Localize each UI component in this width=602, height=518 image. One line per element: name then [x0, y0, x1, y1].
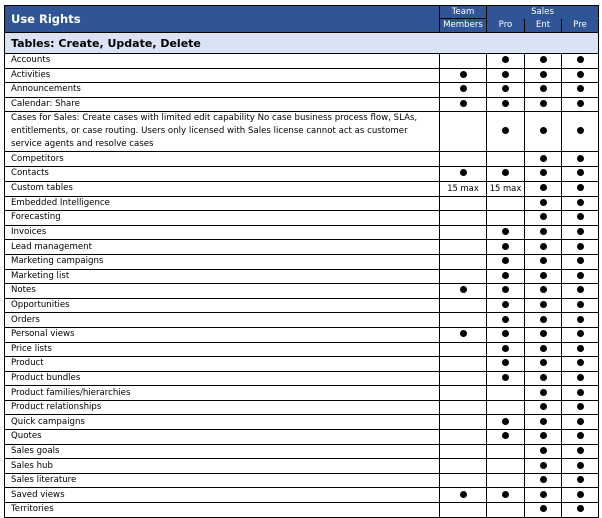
cell-team-members [440, 415, 487, 430]
cell-team-members [440, 503, 487, 518]
cell-ent [525, 444, 562, 459]
bullet-dot-icon [577, 359, 584, 366]
cell-pre [562, 298, 599, 313]
plan-header-ent: Ent [525, 19, 562, 33]
bullet-dot-icon [577, 286, 584, 293]
cell-pro [487, 284, 525, 299]
cell-ent [525, 459, 562, 474]
plan-header-pro: Pro [487, 19, 525, 33]
cell-ent [525, 97, 562, 112]
bullet-dot-icon [540, 462, 547, 469]
cell-pro [487, 225, 525, 240]
table-row [5, 488, 599, 503]
bullet-dot-icon [577, 213, 584, 220]
bullet-dot-icon [460, 85, 467, 92]
cell-pro [487, 313, 525, 328]
row-label: Calendar: Share [5, 97, 440, 112]
row-label: Marketing campaigns [5, 254, 440, 269]
bullet-dot-icon [577, 432, 584, 439]
row-label: Contacts [5, 166, 440, 181]
cell-ent [525, 313, 562, 328]
table-row [5, 430, 599, 445]
cell-pro [487, 254, 525, 269]
table-row [5, 269, 599, 284]
cell-pro [487, 269, 525, 284]
cell-pre [562, 269, 599, 284]
cell-ent [525, 166, 562, 181]
row-label: Territories [5, 503, 440, 518]
bullet-dot-icon [502, 491, 509, 498]
bullet-dot-icon [577, 476, 584, 483]
cell-team-members [440, 357, 487, 372]
row-label: Cases for Sales: Create cases with limited edit capability No case business process flow, SLAs, entitlements, or case routing. Users only licensed with Sales license cannot act as customer service agents and resolve cases [5, 112, 440, 152]
bullet-dot-icon [577, 462, 584, 469]
bullet-dot-icon [502, 432, 509, 439]
bullet-dot-icon [577, 505, 584, 512]
cell-pro [487, 444, 525, 459]
cell-team-members [440, 97, 487, 112]
bullet-dot-icon [577, 184, 584, 191]
cell-pre [562, 83, 599, 98]
use-rights-table [4, 5, 599, 518]
bullet-dot-icon [577, 447, 584, 454]
cell-pro [487, 342, 525, 357]
bullet-dot-icon [502, 359, 509, 366]
bullet-dot-icon [502, 100, 509, 107]
bullet-dot-icon [577, 316, 584, 323]
cell-pre [562, 225, 599, 240]
table-row [5, 342, 599, 357]
table-row [5, 254, 599, 269]
table-row [5, 240, 599, 255]
row-label: Accounts [5, 54, 440, 69]
table-row [5, 371, 599, 386]
bullet-dot-icon [502, 330, 509, 337]
bullet-dot-icon [577, 301, 584, 308]
bullet-dot-icon [460, 286, 467, 293]
section-title: Tables: Create, Update, Delete [5, 33, 599, 54]
bullet-dot-icon [577, 330, 584, 337]
cell-pro [487, 83, 525, 98]
bullet-dot-icon [540, 184, 547, 191]
bullet-dot-icon [502, 272, 509, 279]
cell-pre [562, 211, 599, 226]
cell-team-members [440, 298, 487, 313]
cell-pro [487, 327, 525, 342]
bullet-dot-icon [502, 169, 509, 176]
bullet-dot-icon [577, 228, 584, 235]
bullet-dot-icon [460, 71, 467, 78]
cell-pre [562, 240, 599, 255]
cell-team-members [440, 459, 487, 474]
cell-ent [525, 196, 562, 211]
table-row [5, 83, 599, 98]
bullet-dot-icon [540, 403, 547, 410]
row-label: Sales literature [5, 473, 440, 488]
row-label: Announcements [5, 83, 440, 98]
cell-ent [525, 181, 562, 196]
cell-pro [487, 298, 525, 313]
cell-pro [487, 240, 525, 255]
cell-team-members [440, 327, 487, 342]
bullet-dot-icon [577, 243, 584, 250]
cell-team-members [440, 68, 487, 83]
bullet-dot-icon [577, 345, 584, 352]
cell-pre [562, 152, 599, 167]
cell-team-members [440, 196, 487, 211]
use-rights-table-container [4, 5, 599, 518]
bullet-dot-icon [540, 476, 547, 483]
cell-pro [487, 152, 525, 167]
cell-pro [487, 430, 525, 445]
bullet-dot-icon [577, 56, 584, 63]
row-label: Sales goals [5, 444, 440, 459]
bullet-dot-icon [540, 272, 547, 279]
cell-pre [562, 284, 599, 299]
bullet-dot-icon [502, 243, 509, 250]
team-members-header-line1: Team [440, 6, 487, 19]
cell-ent [525, 112, 562, 152]
cell-team-members [440, 254, 487, 269]
cell-pre [562, 400, 599, 415]
bullet-dot-icon [540, 213, 547, 220]
cell-team-members [440, 444, 487, 459]
cell-pre [562, 166, 599, 181]
cell-pre [562, 68, 599, 83]
cell-pre [562, 313, 599, 328]
cell-pro [487, 357, 525, 372]
table-row [5, 327, 599, 342]
table-row [5, 97, 599, 112]
cell-team-members [440, 166, 487, 181]
cell-ent [525, 211, 562, 226]
cell-pro [487, 181, 525, 196]
cell-ent [525, 298, 562, 313]
bullet-dot-icon [502, 374, 509, 381]
row-label: Opportunities [5, 298, 440, 313]
cell-team-members [440, 473, 487, 488]
cell-team-members [440, 240, 487, 255]
table-body [5, 33, 599, 518]
bullet-dot-icon [540, 491, 547, 498]
table-row [5, 166, 599, 181]
cell-pro [487, 415, 525, 430]
cell-pro [487, 211, 525, 226]
cell-ent [525, 68, 562, 83]
bullet-dot-icon [577, 389, 584, 396]
bullet-dot-icon [540, 155, 547, 162]
bullet-dot-icon [577, 418, 584, 425]
bullet-dot-icon [577, 491, 584, 498]
bullet-dot-icon [502, 127, 509, 134]
table-row [5, 54, 599, 69]
plan-header-pre: Pre [562, 19, 599, 33]
cell-ent [525, 269, 562, 284]
bullet-dot-icon [460, 100, 467, 107]
cell-team-members [440, 225, 487, 240]
bullet-dot-icon [540, 169, 547, 176]
cell-pre [562, 430, 599, 445]
bullet-dot-icon [540, 389, 547, 396]
row-label: Product families/hierarchies [5, 386, 440, 401]
bullet-dot-icon [460, 169, 467, 176]
table-row [5, 313, 599, 328]
bullet-dot-icon [577, 127, 584, 134]
cell-team-members [440, 488, 487, 503]
cell-ent [525, 503, 562, 518]
cell-pre [562, 503, 599, 518]
bullet-dot-icon [502, 301, 509, 308]
table-row [5, 284, 599, 299]
cell-pre [562, 196, 599, 211]
bullet-dot-icon [540, 199, 547, 206]
table-row [5, 211, 599, 226]
row-label: Sales hub [5, 459, 440, 474]
bullet-dot-icon [540, 286, 547, 293]
bullet-dot-icon [540, 359, 547, 366]
table-row [5, 386, 599, 401]
cell-pre [562, 444, 599, 459]
cell-ent [525, 83, 562, 98]
cell-pro [487, 503, 525, 518]
table-title: Use Rights [5, 6, 440, 33]
cell-pre [562, 488, 599, 503]
sales-group-header: Sales [487, 6, 599, 19]
bullet-dot-icon [577, 257, 584, 264]
cell-ent [525, 400, 562, 415]
table-row [5, 196, 599, 211]
cell-pre [562, 415, 599, 430]
bullet-dot-icon [540, 374, 547, 381]
row-label: Marketing list [5, 269, 440, 284]
row-label: Product [5, 357, 440, 372]
section-row [5, 33, 599, 54]
cell-ent [525, 357, 562, 372]
bullet-dot-icon [540, 127, 547, 134]
cell-pre [562, 371, 599, 386]
team-members-header-line2: Members [440, 19, 487, 33]
bullet-dot-icon [577, 100, 584, 107]
cell-team-members [440, 430, 487, 445]
cell-pre [562, 459, 599, 474]
bullet-dot-icon [577, 85, 584, 92]
cell-ent [525, 240, 562, 255]
bullet-dot-icon [540, 432, 547, 439]
bullet-dot-icon [540, 243, 547, 250]
bullet-dot-icon [577, 199, 584, 206]
cell-ent [525, 152, 562, 167]
cell-pro [487, 459, 525, 474]
cell-team-members [440, 211, 487, 226]
row-label: Quotes [5, 430, 440, 445]
table-row [5, 503, 599, 518]
cell-team-members [440, 313, 487, 328]
table-row [5, 68, 599, 83]
cell-team-members [440, 371, 487, 386]
table-row [5, 415, 599, 430]
cell-team-members [440, 400, 487, 415]
cell-pro [487, 112, 525, 152]
bullet-dot-icon [540, 228, 547, 235]
cell-value: 15 max [489, 182, 522, 193]
cell-pro [487, 371, 525, 386]
bullet-dot-icon [540, 257, 547, 264]
cell-team-members [440, 54, 487, 69]
bullet-dot-icon [502, 418, 509, 425]
row-label: Competitors [5, 152, 440, 167]
cell-pro [487, 97, 525, 112]
row-label: Price lists [5, 342, 440, 357]
bullet-dot-icon [460, 491, 467, 498]
cell-pro [487, 488, 525, 503]
table-row [5, 181, 599, 196]
cell-ent [525, 225, 562, 240]
bullet-dot-icon [540, 85, 547, 92]
bullet-dot-icon [540, 301, 547, 308]
bullet-dot-icon [577, 374, 584, 381]
bullet-dot-icon [540, 71, 547, 78]
cell-ent [525, 415, 562, 430]
cell-pro [487, 54, 525, 69]
cell-ent [525, 371, 562, 386]
cell-team-members [440, 284, 487, 299]
bullet-dot-icon [540, 418, 547, 425]
cell-team-members [440, 112, 487, 152]
bullet-dot-icon [540, 316, 547, 323]
cell-pre [562, 181, 599, 196]
cell-team-members [440, 269, 487, 284]
bullet-dot-icon [540, 100, 547, 107]
cell-pro [487, 473, 525, 488]
cell-ent [525, 488, 562, 503]
cell-value: 15 max [447, 182, 479, 193]
table-row [5, 298, 599, 313]
cell-pre [562, 54, 599, 69]
row-label: Activities [5, 68, 440, 83]
row-label: Invoices [5, 225, 440, 240]
bullet-dot-icon [502, 286, 509, 293]
row-label: Lead management [5, 240, 440, 255]
cell-ent [525, 386, 562, 401]
bullet-dot-icon [502, 85, 509, 92]
cell-team-members [440, 386, 487, 401]
cell-pre [562, 112, 599, 152]
cell-pre [562, 357, 599, 372]
bullet-dot-icon [502, 257, 509, 264]
cell-pre [562, 342, 599, 357]
cell-ent [525, 473, 562, 488]
table-row [5, 444, 599, 459]
bullet-dot-icon [577, 169, 584, 176]
bullet-dot-icon [540, 505, 547, 512]
cell-pre [562, 386, 599, 401]
table-row [5, 400, 599, 415]
cell-pro [487, 68, 525, 83]
cell-ent [525, 54, 562, 69]
row-label: Product relationships [5, 400, 440, 415]
table-row [5, 459, 599, 474]
cell-pre [562, 327, 599, 342]
table-row [5, 357, 599, 372]
bullet-dot-icon [502, 345, 509, 352]
bullet-dot-icon [502, 71, 509, 78]
bullet-dot-icon [577, 272, 584, 279]
bullet-dot-icon [460, 330, 467, 337]
bullet-dot-icon [540, 56, 547, 63]
row-label: Personal views [5, 327, 440, 342]
row-label: Embedded Intelligence [5, 196, 440, 211]
bullet-dot-icon [577, 155, 584, 162]
cell-team-members [440, 83, 487, 98]
cell-pre [562, 473, 599, 488]
table-row [5, 112, 599, 152]
bullet-dot-icon [502, 56, 509, 63]
row-label: Saved views [5, 488, 440, 503]
cell-ent [525, 342, 562, 357]
row-label: Custom tables [5, 181, 440, 196]
cell-team-members [440, 152, 487, 167]
cell-pro [487, 400, 525, 415]
bullet-dot-icon [502, 316, 509, 323]
table-row [5, 225, 599, 240]
bullet-dot-icon [540, 330, 547, 337]
cell-pre [562, 97, 599, 112]
table-row [5, 473, 599, 488]
bullet-dot-icon [577, 403, 584, 410]
cell-pro [487, 386, 525, 401]
cell-team-members [440, 342, 487, 357]
cell-pro [487, 196, 525, 211]
cell-pro [487, 166, 525, 181]
header-row-1 [5, 6, 599, 19]
row-label: Notes [5, 284, 440, 299]
cell-pre [562, 254, 599, 269]
bullet-dot-icon [577, 71, 584, 78]
row-label: Orders [5, 313, 440, 328]
cell-ent [525, 430, 562, 445]
row-label: Quick campaigns [5, 415, 440, 430]
cell-ent [525, 254, 562, 269]
table-row [5, 152, 599, 167]
row-label: Forecasting [5, 211, 440, 226]
bullet-dot-icon [540, 447, 547, 454]
bullet-dot-icon [540, 345, 547, 352]
cell-team-members [440, 181, 487, 196]
cell-ent [525, 327, 562, 342]
row-label: Product bundles [5, 371, 440, 386]
cell-ent [525, 284, 562, 299]
bullet-dot-icon [502, 228, 509, 235]
